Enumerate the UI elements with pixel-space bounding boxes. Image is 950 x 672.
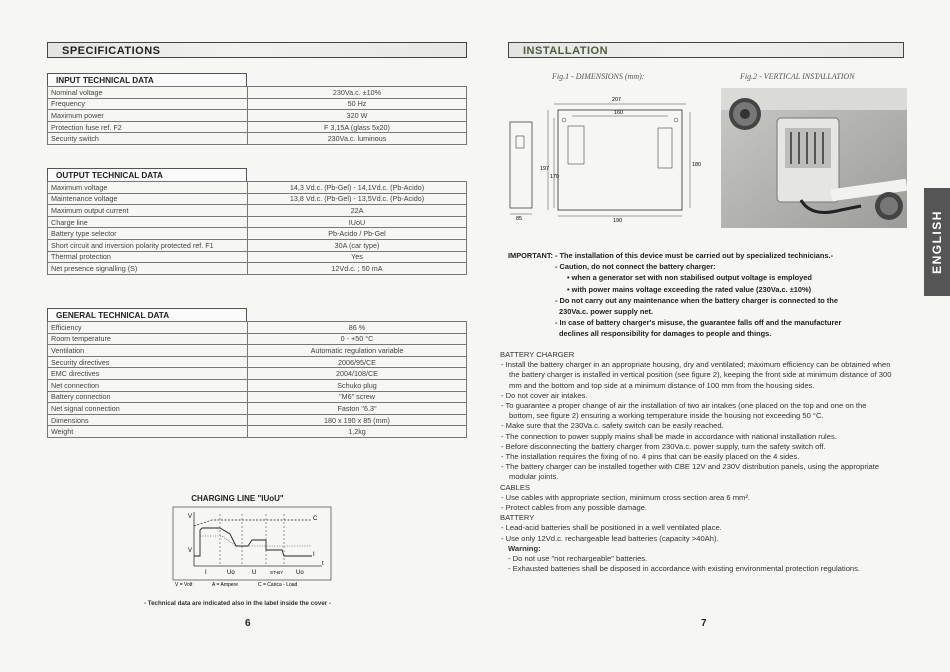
spec-value: "M6" screw [248,391,467,403]
phase-label-i: I [205,570,207,576]
output-table-header: OUTPUT TECHNICAL DATA [47,168,247,181]
spec-value: 230Va.c. luminous [248,133,467,145]
spec-row [48,263,467,275]
spec-value: 320 W [248,110,467,122]
spec-value: 14,3 Vd.c. (Pb-Gel) - 14,1Vd.c. (Pb-Acido) [248,182,467,194]
axis-label-v: V [188,514,193,520]
spec-label: EMC directives [48,368,248,380]
spec-row [48,391,467,403]
spec-row [48,356,467,368]
spec-value: 2006/95/CE [248,356,467,368]
spec-value: 1,2kg [248,426,467,438]
battery-charger-item: - Before disconnecting the battery charger from 230Va.c. power supply, turn the safety switch off. [501,441,826,451]
charging-line-title: CHARGING LINE "IUoU" [191,494,284,503]
spec-value: 50 Hz [248,98,467,110]
installation-title: INSTALLATION [508,42,904,58]
spec-label: Net signal connection [48,403,248,415]
dim-207: 207 [612,97,621,103]
spec-value: 22A [248,205,467,217]
spec-value: Automatic regulation variable [248,345,467,357]
spec-value: F 3,15A (glass 5x20) [248,121,467,133]
spec-value: 12Vd.c. ; 50 mA [248,263,467,275]
spec-value: 86 % [248,322,467,334]
dim-190: 190 [613,218,622,224]
spec-row [48,403,467,415]
side-label-c: C [313,516,318,522]
spec-label: Efficiency [48,322,248,334]
cables-item: - Protect cables from any possible damage. [501,503,648,513]
spec-label: Thermal protection [48,251,248,263]
spec-value: 30A (car type) [248,239,467,251]
battery-charger-item: - The connection to power supply mains shall be made in accordance with national installation rules. [501,431,837,441]
spec-value: 0 - +50 °C [248,333,467,345]
spec-label: Maintenance voltage [48,193,248,205]
important-line: • when a generator set with non stabilised output voltage is employed [567,273,812,283]
spec-row [48,368,467,380]
fig1-caption: Fig.1 - DIMENSIONS (mm): [552,72,645,81]
spec-label: Ventilation [48,345,248,357]
important-line: 230Va.c. power supply net. [559,307,654,317]
spec-label: Maximum voltage [48,182,248,194]
charging-line-chart [172,506,332,588]
spec-label: Protection fuse ref. F2 [48,121,248,133]
output-technical-table [47,181,467,275]
spec-row [48,414,467,426]
cables-item: - Use cables with appropriate section, minimum cross section area 6 mm². [501,492,750,502]
spec-row [48,426,467,438]
spec-label: Short circuit and inversion polarity protected ref. F1 [48,239,248,251]
general-table-header: GENERAL TECHNICAL DATA [47,308,247,321]
cables-heading: CABLES [500,482,530,492]
spec-label: Net presence signalling (S) [48,263,248,275]
warning-item: - Exhausted batteries shall be disposed in accordance with existing environmental protection regulations. [508,564,861,574]
vertical-installation-photo [721,88,907,228]
spec-row [48,322,467,334]
spec-label: Battery type selector [48,228,248,240]
battery-charger-item: - Install the battery charger in an appropriate housing, dry and ventilated; maximum efficiency can be obtained when the battery charger is installed in vertical position (see figure 2), keeping the front side at minimum distance of 300 mm and the bottom and top side at a minimum distance of 100 mm from the housing sides. [501,360,892,390]
spec-value: Yes [248,251,467,263]
spec-row [48,251,467,263]
spec-label: Net connection [48,379,248,391]
input-table-header: INPUT TECHNICAL DATA [47,73,247,86]
spec-row [48,345,467,357]
side-label-t: t [322,561,324,567]
spec-row [48,110,467,122]
important-line: - In case of battery charger's misuse, the guarantee falls off and the manufacturer [555,318,842,328]
spec-label: Weight [48,426,248,438]
spec-row [48,228,467,240]
spec-label: Dimensions [48,414,248,426]
legend-carica: C = Carica - Load [258,582,298,588]
battery-charger-item: - Do not cover air intakes. [501,390,588,400]
installation-body [500,350,892,574]
english-side-tab [924,188,950,296]
important-line: • with power mains voltage exceeding the rated value (230Va.c. ±10%) [567,284,812,294]
important-line: - The installation of this device must be carried out by specialized technicians.- [555,251,834,260]
spec-row [48,121,467,133]
dim-180: 180 [692,162,701,168]
phase-label-standby: ST-BY [270,570,284,575]
fig2-caption: Fig.2 - VERTICAL INSTALLATION [740,72,855,81]
legend-volt: V = Volt [175,582,193,588]
spec-row [48,98,467,110]
battery-charger-item: - To guarantee a proper change of air the installation of two air intakes (one placed on the top and one on the bottom, see figure 2) ensuring a working temperature inside the housing not exceeding 50 °C. [501,401,867,421]
specifications-title: SPECIFICATIONS [47,42,467,58]
spec-label: Nominal voltage [48,87,248,99]
spec-row [48,216,467,228]
spec-row [48,193,467,205]
important-line: declines all responsibility for damages to people and things. [559,329,772,339]
phase-label-uo-2: Uo [296,570,304,576]
right-page [475,0,950,672]
battery-charger-item: - The installation requires the fixing of no. 4 pins that can be easily placed on the 4 sides. [501,452,800,462]
spec-value: 230Va.c. ±10% [248,87,467,99]
general-technical-table [47,321,467,438]
spec-row [48,182,467,194]
important-label: IMPORTANT: [508,251,554,260]
side-label-i: I [313,552,315,558]
warning-heading: Warning: [508,543,541,553]
english-tab-label: ENGLISH [930,210,944,274]
battery-charger-item: - The battery charger can be installed together with CBE 12V and 230V distribution panels, using the appropriate modular joints. [501,462,880,482]
warning-item: - Do not use "not rechargeable" batteries. [508,554,648,564]
spec-label: Room temperature [48,333,248,345]
spec-value: Pb-Acido / Pb-Gel [248,228,467,240]
battery-charger-heading: BATTERY CHARGER [500,350,575,359]
spec-value: 13,8 Vd.c. (Pb-Gel) - 13,5Vd.c. (Pb-Acido) [248,193,467,205]
important-notes [555,250,905,340]
spec-row [48,239,467,251]
spec-label: Maximum power [48,110,248,122]
technical-note: - Technical data are indicated also in the label inside the cover - [144,600,331,607]
dim-160: 160 [614,110,623,116]
battery-heading: BATTERY [500,513,535,523]
dim-197: 197 [540,166,549,172]
side-label-v: V [188,548,193,554]
spec-value: IUoU [248,216,467,228]
spec-label: Frequency [48,98,248,110]
spec-value: 2004/108/CE [248,368,467,380]
spec-row [48,133,467,145]
spec-row [48,333,467,345]
dimensions-drawing [508,90,701,226]
spec-label: Maximum output current [48,205,248,217]
input-technical-table [47,86,467,145]
spec-value: Schuko plug [248,379,467,391]
page-number-6: 6 [245,618,251,629]
spec-row [48,379,467,391]
spec-row [48,87,467,99]
spec-row [48,205,467,217]
spec-label: Security switch [48,133,248,145]
spec-label: Charge line [48,216,248,228]
important-line: - Do not carry out any maintenance when the battery charger is connected to the [555,295,838,305]
legend-ampere: A = Ampere [212,582,238,588]
phase-label-uo: Uo [227,570,235,576]
phase-label-u: U [252,570,257,576]
spec-value: Faston "6.3" [248,403,467,415]
spec-value: 180 x 190 x 85 (mm) [248,414,467,426]
dim-170: 170 [550,174,559,180]
spec-label: Security directives [48,356,248,368]
battery-item: - Lead-acid batteries shall be positioned in a well ventilated place. [501,523,722,533]
page-number-7: 7 [701,618,707,629]
spec-label: Battery connection [48,391,248,403]
dim-85: 85 [516,216,522,222]
battery-item: - Use only 12Vd.c. rechargeable lead batteries (capacity >40Ah). [501,533,719,543]
battery-charger-item: - Make sure that the 230Va.c. safety switch can be easily reached. [501,421,724,431]
important-line: - Caution, do not connect the battery charger: [555,262,716,272]
